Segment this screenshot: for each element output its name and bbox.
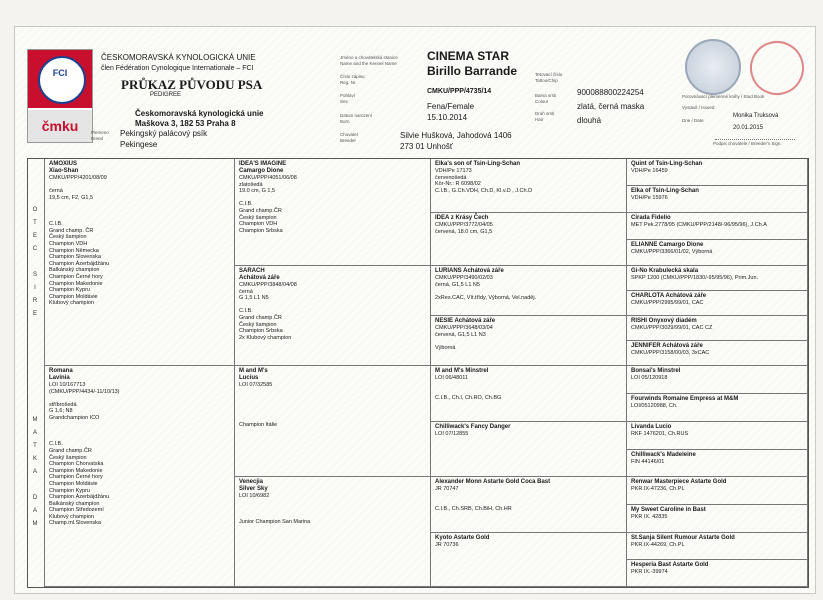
ssd-name: IDEA z Krásy Čech	[435, 215, 489, 221]
ds-cell	[235, 366, 431, 477]
h8-cell: Hesperia Bast Astarte Gold PKR IX.-39974	[627, 560, 808, 587]
doc-subtitle: PEDIGREE	[150, 92, 182, 98]
sire-name: AMOXIUS Xiao-Shan	[49, 161, 79, 174]
dog-name-2: Birillo Barrande	[427, 64, 518, 78]
colour-label: Barva srsti Colour	[535, 93, 557, 104]
hologram-seal	[685, 39, 741, 95]
sds-cell	[431, 266, 627, 316]
ss-cell	[235, 159, 431, 266]
org-member: člen Fédération Cynologique Internationale – FCI	[101, 65, 254, 72]
sds-name: LURIANS Achátová záře	[435, 268, 504, 274]
breed-label-cz: Plemeno	[91, 130, 109, 135]
pedigree-document	[14, 26, 816, 594]
ssd-cell	[431, 213, 627, 266]
logo-cmku-text: čmku	[28, 110, 92, 142]
dog-reg: CMKU/PPP/4735/14	[427, 88, 492, 95]
h6-cell: My Sweet Caroline in Bast PKR IX. 42835	[627, 505, 808, 533]
owner-label: Porovnávací plemenné knihy / Stud Book	[682, 94, 765, 99]
dog-breeder-1: Silvie Hušková, Jahodová 1406	[400, 131, 512, 140]
sd-info: CMKU/PPP/3848/04/08 černá G 1,5 L1 N5 C.I.B. Grand champ.ČR Český šampion Champion Srbska 2x Klubový champion	[239, 282, 297, 341]
ddd-cell: Kyoto Astarte Gold JR 70736	[431, 533, 627, 587]
cmku-logo	[27, 49, 93, 143]
address-line2: Maškova 3, 182 53 Praha 8	[135, 119, 236, 128]
sss-info: VDH/Pe 17173 červenošedá Kör-Nr.: R 6098/02 C.I.B., G.Ch.VDH, Ch.D, Kl.v.D , J.Ch.D	[435, 168, 533, 194]
dd-info: LOI 10/6982 Junior Champion San Marina	[239, 493, 311, 526]
dog-hair: dlouhá	[577, 116, 602, 125]
h7-cell: St.Sanja Silent Rumour Astarte Gold PKR.IX-44269, Ch.PL	[627, 533, 808, 560]
sd-cell	[235, 266, 431, 366]
ssd-info: CMKU/PPP/3772/04/05 červená, 18.0 cm, G1,5	[435, 222, 493, 235]
birth-label-en: Born	[340, 119, 350, 124]
ds-name: M and M's Lucius	[239, 368, 268, 381]
g4-cell: ELIANNE Camargo Dione CMKU/PPP/3366/01/02, Výborná	[627, 240, 808, 266]
sire-side-label: O T E C S I R E	[32, 207, 38, 317]
dd-name: Venecjia Silver Sky	[239, 479, 268, 492]
dog-colour: zlatá, černá maska	[577, 102, 645, 111]
doc-title: PRŮKAZ PŮVODU PSA	[121, 77, 263, 92]
issued-by: Monika Truksová	[733, 113, 779, 119]
dd-cell	[235, 477, 431, 587]
sex-label-en: Sex	[340, 99, 348, 104]
sss-name: Elka's son of Tsin-Ling-Schan	[435, 161, 520, 167]
dog-sex: Fena/Female	[427, 102, 475, 111]
breeder-label-en: Breeder	[340, 138, 357, 143]
pedigree-table	[27, 158, 809, 588]
fci-emblem	[28, 50, 92, 108]
sss-cell	[431, 159, 627, 213]
sd-name: SARACH Achátová záře	[239, 268, 280, 281]
dog-chip: 900088800224254	[577, 88, 644, 97]
h5-cell: Renwar Masterpiece Astarte Gold PKR.IX-47236, Ch.PL	[627, 477, 808, 505]
name-label-cz: Jméno a chovatelská stanice	[340, 55, 398, 60]
sire-cell	[44, 159, 235, 366]
dam-cell	[44, 366, 235, 587]
birth-label-cz: Datum narození	[340, 113, 373, 118]
logo-fci-text: FCI	[52, 68, 68, 78]
sdd-info: CMKU/PPP/3648/03/04 červená, G1,5 L1 N3 Výborná	[435, 325, 493, 351]
globe-icon	[38, 56, 86, 104]
h1-cell: Bonsai's Minstrel LOI 05/120918	[627, 366, 808, 394]
dog-born: 15.10.2014	[427, 113, 468, 122]
sds-info: CMKU/PPP/3490/02/03 černá, G1,5 L1 N5 2xRes.CAC, Vít.třídy, Výborná, Vel.naděj.	[435, 275, 537, 301]
reg-label-cz: Číslo zápisu	[340, 74, 365, 79]
sdd-cell	[431, 316, 627, 366]
rubber-stamp	[744, 35, 810, 101]
g3-cell: Cirada Fidelio MET Pek.2778/95 (CMKU/PPP/2148/-96/95/96), J.Ch.A	[627, 213, 808, 240]
dds-cell: Alexander Monn Astarte Gold Coca Bast JR 70747 C.I.B., Ch.SRB, Ch.BiH, Ch.HR	[431, 477, 627, 533]
g6-cell: CHARLOTA Achátová záře CMKU/PPP/2995/99/01, CAC	[627, 291, 808, 316]
breed-cz: Pekingský palácový psík	[120, 129, 208, 138]
reg-label-en: Reg. Nr.	[340, 80, 357, 85]
h2-cell: Fourwinds Romaine Empress at M&M LOI/05120988, Ch.	[627, 394, 808, 422]
issued-label: Vystavil / Issued	[682, 105, 715, 110]
tattoo-label: Tetovací číslo Tattoo/Chip	[535, 72, 563, 83]
signature-label: Podpis chovatele / Breeder's Sign.	[713, 141, 782, 146]
g7-cell: RISHI Onyxový diadém CMKU/PPP/3029/99/01, CAC CZ	[627, 316, 808, 341]
date-label: Dne / Date	[682, 118, 704, 123]
ds-info: LOI 07/32585 Champion Itálie	[239, 382, 278, 428]
signature-line	[715, 139, 795, 140]
sex-label-cz: Pohlaví	[340, 93, 356, 98]
ss-info: CMKU/PPP/4051/06/08 zlatošedá 19.0 cm, G 1,5 C.I.B. Grand champ.ČR Český šampion Champion VDH Champion Srbska	[239, 175, 297, 234]
g2-cell: Elka of Tsin-Ling-Schan VDH/Pe 15976	[627, 186, 808, 213]
g8-cell: JENNIFER Achátová záře CMKU/PPP/3158/00/03, 3xCAC	[627, 341, 808, 366]
sdd-name: NESIE Achátová záře	[435, 318, 496, 324]
g5-cell: Gi-No Krabulecká skala SPKP 1200 (CMKU/PPP/1830/-95/95/96), Prim.Jun.	[627, 266, 808, 291]
org-name: ČESKOMORAVSKÁ KYNOLOGICKÁ UNIE	[101, 53, 256, 62]
h3-cell: Livanda Lucio RKF 1476201, Ch.RUS	[627, 422, 808, 450]
hair-label: Druh srsti Hair	[535, 111, 555, 122]
dog-breeder-2: 273 01 Unhošť	[400, 142, 453, 151]
h4-cell: Chilliwack's Madeleine FIN 44146/01	[627, 450, 808, 477]
issue-date: 20.01.2015	[733, 125, 764, 131]
address-line1: Českomoravská kynologická unie	[135, 109, 264, 118]
breed-en: Pekingese	[120, 140, 158, 149]
dam-side-label: M A T K A D A M	[32, 417, 38, 527]
breed-label-en: Breed	[91, 136, 104, 141]
name-label-en: Name and the Kennel Name	[340, 61, 397, 66]
dam-info: LOI 10/167713 (CMKU/PPP/4434/-11/10/13) stříbrošedá G 1,6; N8 Grandchampion ICO C.I.B. Grand champ.ČR Český šampion Champion Chorvatska Champion Makedonie Champion Černé hory Champion Moldávie Champion Kypru Champion Ázerbájdžánu Balkánský champion Champion Středozemí Klubový champion Champ.ml.Slovenska	[49, 382, 120, 527]
dsd-cell: Chilliwack's Fancy Danger LOI 07/12855	[431, 422, 627, 477]
dam-name: Romana Lavinia	[49, 368, 73, 381]
sire-info: CMKU/PPP/4201/08/09 černá 19,5 cm, F2, G1,5 C.I.B. Grand champ. ČR Český šampion Champion VDH Champion Německa Champion Slovenska Champion Ázerbájdžánu Balkánský champion Champion Černé hory Champion Makedonie Champion Kypru Champion Moldávie Klubový champion	[49, 175, 110, 307]
ss-name: IDEA'S IMAGINE Camargo Dione	[239, 161, 287, 174]
dog-name-1: CINEMA STAR	[427, 49, 509, 63]
dss-cell: M and M's Minstrel LOI 06/48011 C.I.B., Ch.I, Ch.RO, Ch.BG	[431, 366, 627, 422]
breeder-label-cz: Chovatel	[340, 132, 358, 137]
g1-cell: Quint of Tsin-Ling-Schan VDH/Pe 16459	[627, 159, 808, 186]
